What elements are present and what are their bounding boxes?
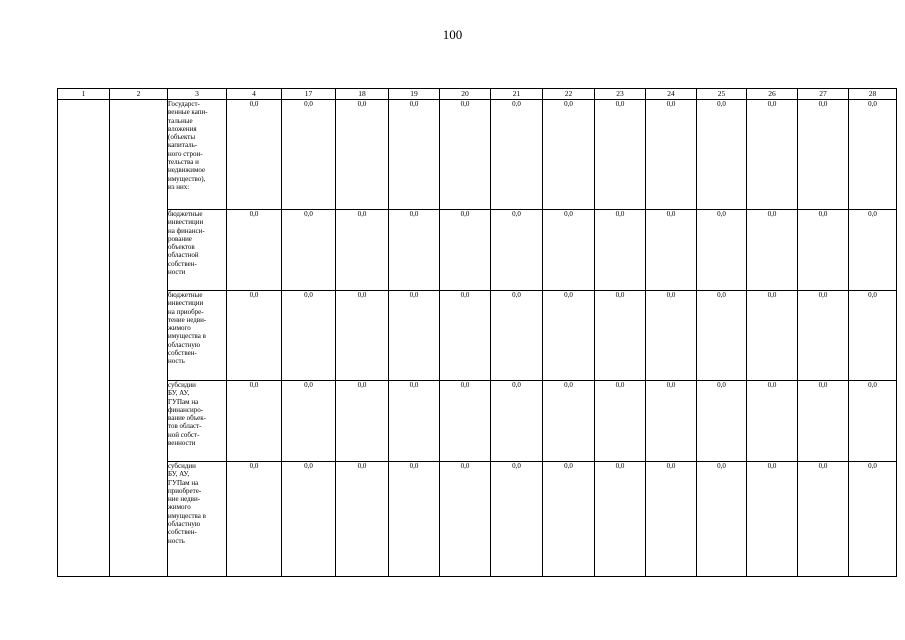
value-cell: 0,0 — [595, 291, 646, 381]
column-header: 1 — [58, 89, 110, 100]
column-header: 2 — [110, 89, 168, 100]
value-cell: 0,0 — [282, 291, 336, 381]
value-cell: 0,0 — [646, 210, 697, 291]
value-cell: 0,0 — [227, 210, 282, 291]
value-cell: 0,0 — [282, 462, 336, 577]
value-cell: 0,0 — [849, 100, 897, 210]
value-cell: 0,0 — [798, 381, 849, 462]
column-header: 26 — [747, 89, 798, 100]
value-cell: 0,0 — [747, 100, 798, 210]
value-cell: 0,0 — [595, 381, 646, 462]
column-header: 27 — [798, 89, 849, 100]
value-cell: 0,0 — [798, 210, 849, 291]
column-header: 3 — [168, 89, 227, 100]
value-cell: 0,0 — [491, 291, 543, 381]
value-cell: 0,0 — [849, 381, 897, 462]
value-cell: 0,0 — [227, 291, 282, 381]
value-cell: 0,0 — [389, 100, 440, 210]
header-row — [58, 89, 897, 100]
value-cell: 0,0 — [440, 210, 491, 291]
value-cell: 0,0 — [646, 462, 697, 577]
value-cell: 0,0 — [440, 100, 491, 210]
table-row — [58, 210, 897, 291]
column-header: 22 — [543, 89, 595, 100]
value-cell: 0,0 — [389, 210, 440, 291]
value-cell: 0,0 — [491, 210, 543, 291]
value-cell: 0,0 — [595, 462, 646, 577]
value-cell: 0,0 — [440, 462, 491, 577]
merged-cell-col-1 — [58, 100, 110, 577]
value-cell: 0,0 — [646, 381, 697, 462]
row-description: бюджетные инвестиции на приобре- тение недви- жимого имущества в областную собствен- ность — [168, 291, 227, 381]
value-cell: 0,0 — [747, 291, 798, 381]
value-cell: 0,0 — [595, 210, 646, 291]
value-cell: 0,0 — [747, 381, 798, 462]
row-description: субсидии БУ, АУ, ГУПам на приобрете- ние недви- жимого имущества в областную собствен- ность — [168, 462, 227, 577]
value-cell: 0,0 — [336, 100, 389, 210]
value-cell: 0,0 — [543, 100, 595, 210]
value-cell: 0,0 — [336, 462, 389, 577]
value-cell: 0,0 — [282, 210, 336, 291]
table-row — [58, 381, 897, 462]
column-header: 17 — [282, 89, 336, 100]
value-cell: 0,0 — [697, 100, 747, 210]
value-cell: 0,0 — [543, 210, 595, 291]
value-cell: 0,0 — [282, 381, 336, 462]
value-cell: 0,0 — [491, 462, 543, 577]
value-cell: 0,0 — [543, 462, 595, 577]
value-cell: 0,0 — [747, 210, 798, 291]
value-cell: 0,0 — [543, 381, 595, 462]
value-cell: 0,0 — [440, 291, 491, 381]
value-cell: 0,0 — [336, 381, 389, 462]
value-cell: 0,0 — [543, 291, 595, 381]
column-header: 28 — [849, 89, 897, 100]
column-header: 23 — [595, 89, 646, 100]
value-cell: 0,0 — [336, 291, 389, 381]
value-cell: 0,0 — [849, 210, 897, 291]
page-number: 100 — [442, 27, 463, 42]
value-cell: 0,0 — [697, 462, 747, 577]
value-cell: 0,0 — [227, 100, 282, 210]
column-header: 20 — [440, 89, 491, 100]
value-cell: 0,0 — [697, 381, 747, 462]
value-cell: 0,0 — [389, 291, 440, 381]
value-cell: 0,0 — [389, 381, 440, 462]
row-description: бюджетные инвестиции на финанси- рование объектов областной собствен- ности — [168, 210, 227, 291]
value-cell: 0,0 — [336, 210, 389, 291]
value-cell: 0,0 — [849, 462, 897, 577]
budget-table — [57, 88, 897, 577]
column-header: 18 — [336, 89, 389, 100]
column-header: 19 — [389, 89, 440, 100]
row-description: субсидии БУ, АУ, ГУПам на финансиро- вание объек- тов област- ной собст- венности — [168, 381, 227, 462]
table-row — [58, 100, 897, 210]
value-cell: 0,0 — [491, 381, 543, 462]
value-cell: 0,0 — [697, 210, 747, 291]
value-cell: 0,0 — [282, 100, 336, 210]
value-cell: 0,0 — [798, 100, 849, 210]
value-cell: 0,0 — [389, 462, 440, 577]
value-cell: 0,0 — [227, 381, 282, 462]
column-header: 4 — [227, 89, 282, 100]
value-cell: 0,0 — [491, 100, 543, 210]
value-cell: 0,0 — [646, 100, 697, 210]
merged-cell-col-2 — [110, 100, 168, 577]
value-cell: 0,0 — [747, 462, 798, 577]
value-cell: 0,0 — [697, 291, 747, 381]
value-cell: 0,0 — [849, 291, 897, 381]
value-cell: 0,0 — [227, 462, 282, 577]
value-cell: 0,0 — [595, 100, 646, 210]
value-cell: 0,0 — [440, 381, 491, 462]
column-header: 24 — [646, 89, 697, 100]
value-cell: 0,0 — [798, 291, 849, 381]
column-header: 25 — [697, 89, 747, 100]
value-cell: 0,0 — [798, 462, 849, 577]
row-description: Государст- венные капи- тальные вложения (объекты капиталь- ного строи- тельства и недвижимое имущество), из них: — [168, 100, 227, 210]
column-header: 21 — [491, 89, 543, 100]
value-cell: 0,0 — [646, 291, 697, 381]
table-row — [58, 291, 897, 381]
table-row — [58, 462, 897, 577]
